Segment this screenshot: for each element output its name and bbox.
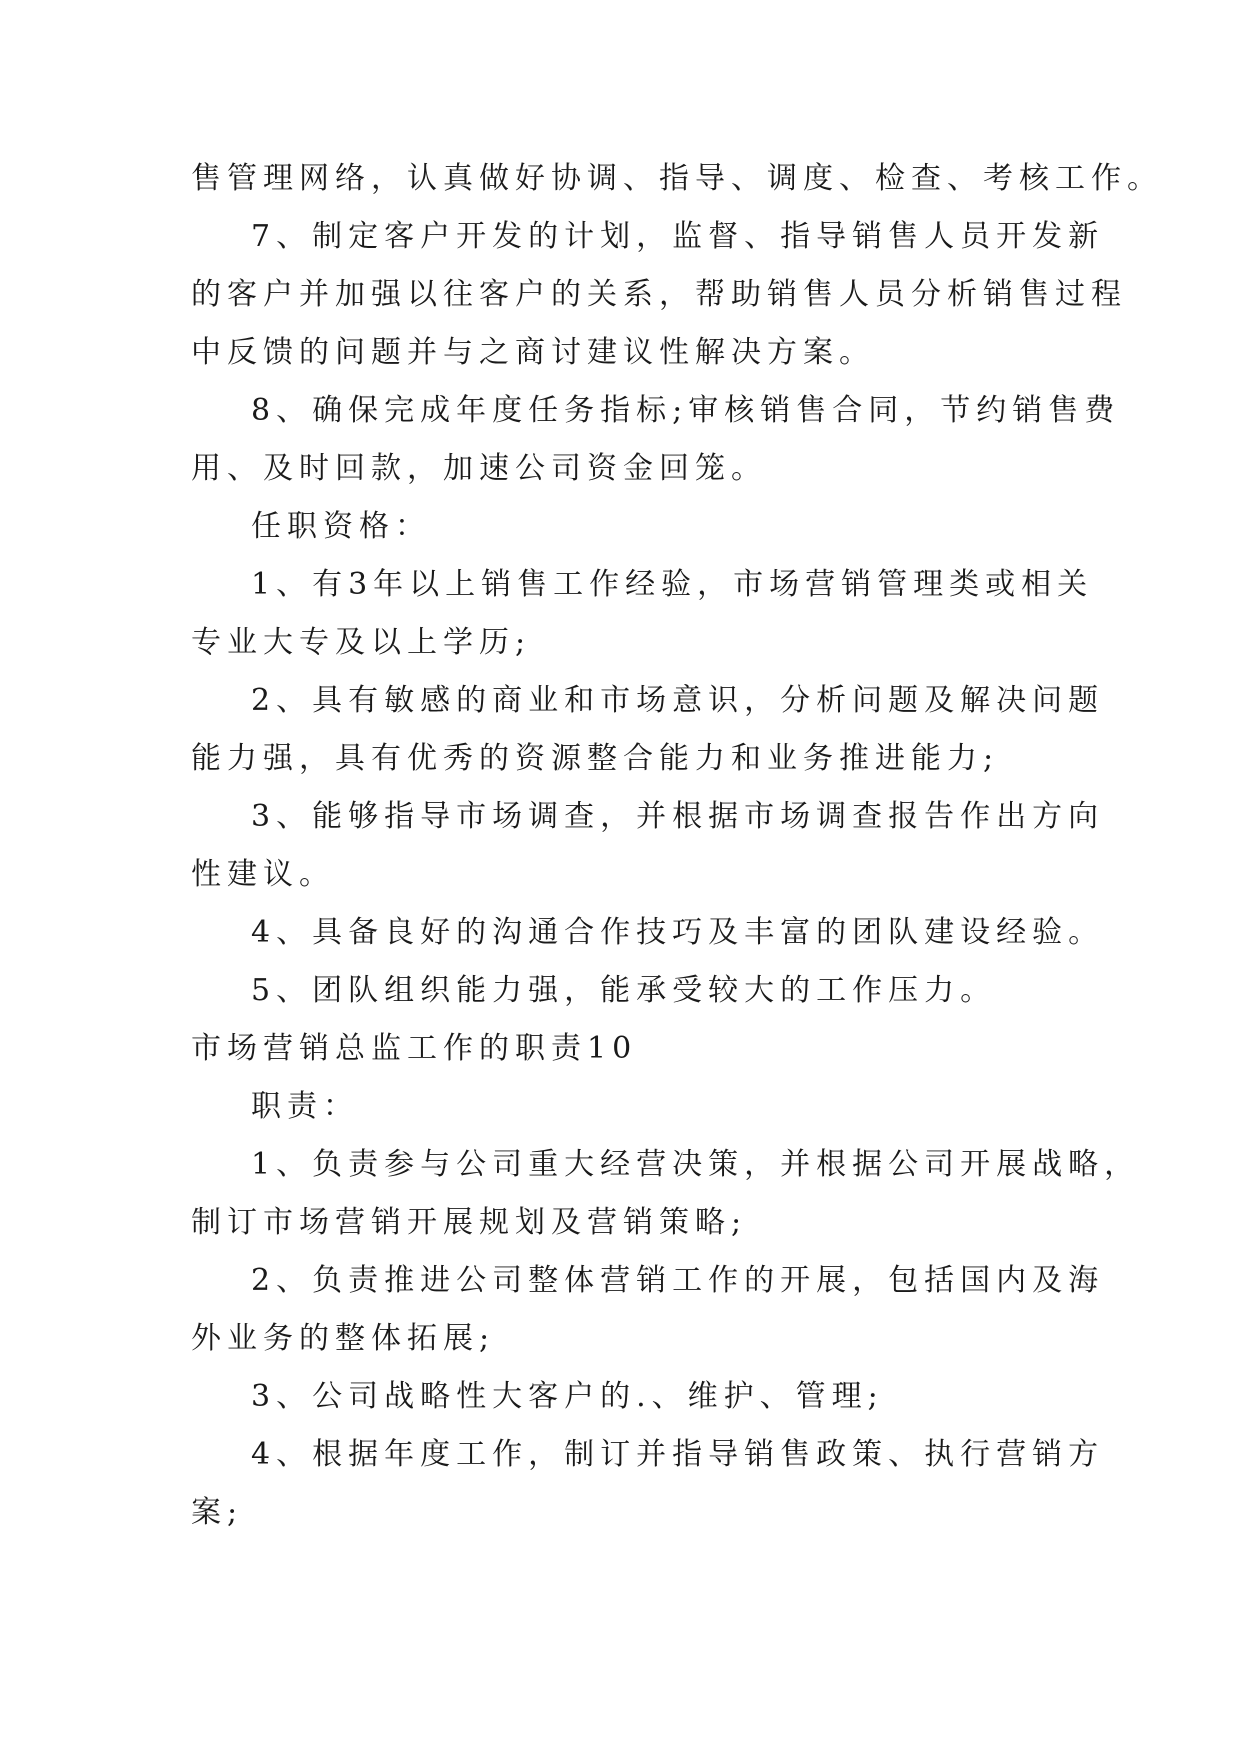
text-line: 售管理网络，认真做好协调、指导、调度、检查、考核工作。 — [191, 161, 1163, 196]
text-line: 7、制定客户开发的计划，监督、指导销售人员开发新 — [251, 219, 1105, 254]
text-line: 2、负责推进公司整体营销工作的开展，包括国内及海 — [251, 1263, 1105, 1298]
text-line: 性建议。 — [191, 857, 335, 892]
section-heading: 职责： — [251, 1089, 359, 1124]
text-line: 专业大专及以上学历; — [191, 625, 532, 660]
text-line: 能力强，具有优秀的资源整合能力和业务推进能力; — [191, 741, 1000, 776]
text-line: 3、公司战略性大客户的.、维护、管理; — [251, 1379, 884, 1414]
text-line: 外业务的整体拓展; — [191, 1321, 496, 1356]
text-line: 4、根据年度工作，制订并指导销售政策、执行营销方 — [251, 1437, 1105, 1472]
text-line: 中反馈的问题并与之商讨建议性解决方案。 — [191, 335, 875, 370]
text-line: 3、能够指导市场调查，并根据市场调查报告作出方向 — [251, 799, 1105, 834]
text-line: 5、团队组织能力强，能承受较大的工作压力。 — [251, 973, 997, 1008]
text-line: 4、具备良好的沟通合作技巧及丰富的团队建设经验。 — [251, 915, 1105, 950]
text-line: 1、有3年以上销售工作经验，市场营销管理类或相关 — [251, 567, 1094, 602]
text-line: 的客户并加强以往客户的关系，帮助销售人员分析销售过程 — [191, 277, 1127, 312]
text-line: 制订市场营销开展规划及营销策略; — [191, 1205, 748, 1240]
text-line: 2、具有敏感的商业和市场意识，分析问题及解决问题 — [251, 683, 1105, 718]
text-line: 用、及时回款，加速公司资金回笼。 — [191, 451, 767, 486]
text-line: 1、负责参与公司重大经营决策，并根据公司开展战略， — [251, 1147, 1141, 1182]
section-heading: 任职资格： — [251, 509, 431, 544]
text-line: 8、确保完成年度任务指标;审核销售合同，节约销售费 — [251, 393, 1121, 428]
document-body — [191, 150, 1163, 1542]
text-line: 案; — [191, 1495, 244, 1530]
document-heading: 市场营销总监工作的职责10 — [191, 1031, 638, 1066]
